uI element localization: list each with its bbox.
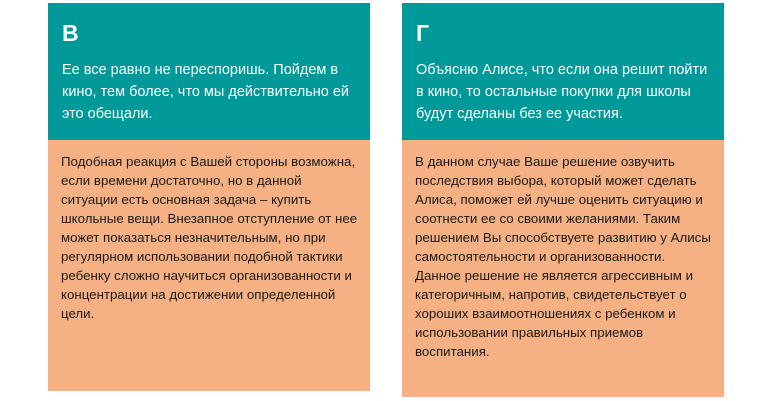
answer-letter: В — [62, 20, 79, 46]
answer-feedback — [48, 140, 370, 391]
answer-card-header — [48, 3, 370, 140]
answer-card-g[interactable] — [402, 3, 724, 391]
answer-option-text: Объясню Алисе, что если она решит пойти в кино, то остальные покупки для школы будут сделаны без ее участия. — [416, 62, 708, 122]
answer-card-header — [402, 3, 724, 140]
answer-card-v[interactable] — [48, 3, 370, 391]
answer-letter: Г — [416, 20, 430, 46]
answer-feedback-text: Подобная реакция с Вашей стороны возможна, если времени достаточно, но в данной ситуации есть основная задача – купить школьные вещи. Внезапное отступление от нее может показаться незначительным, но при регулярном использовании подобной тактики ребенку сложно научиться организованности и концентрации на достижении определенной цели. — [61, 154, 358, 321]
answer-feedback — [402, 140, 724, 397]
answer-feedback-text: В данном случае Ваше решение озвучить последствия выбора, который может сделать Алиса, поможет ей лучше оценить ситуацию и соотнести ее со своими желаниями. Таким решением Вы способствуете развитию у Алисы самостоятельности и организованности. Данное решение не является агрессивным и категоричным, напротив, свидетельствует о хороших взаимоотношениях с ребенком и использовании правильных приемов воспитания. — [415, 154, 711, 359]
answer-option-text: Ее все равно не переспоришь. Пойдем в кино, тем более, что мы действительно ей это обещали. — [62, 62, 350, 122]
